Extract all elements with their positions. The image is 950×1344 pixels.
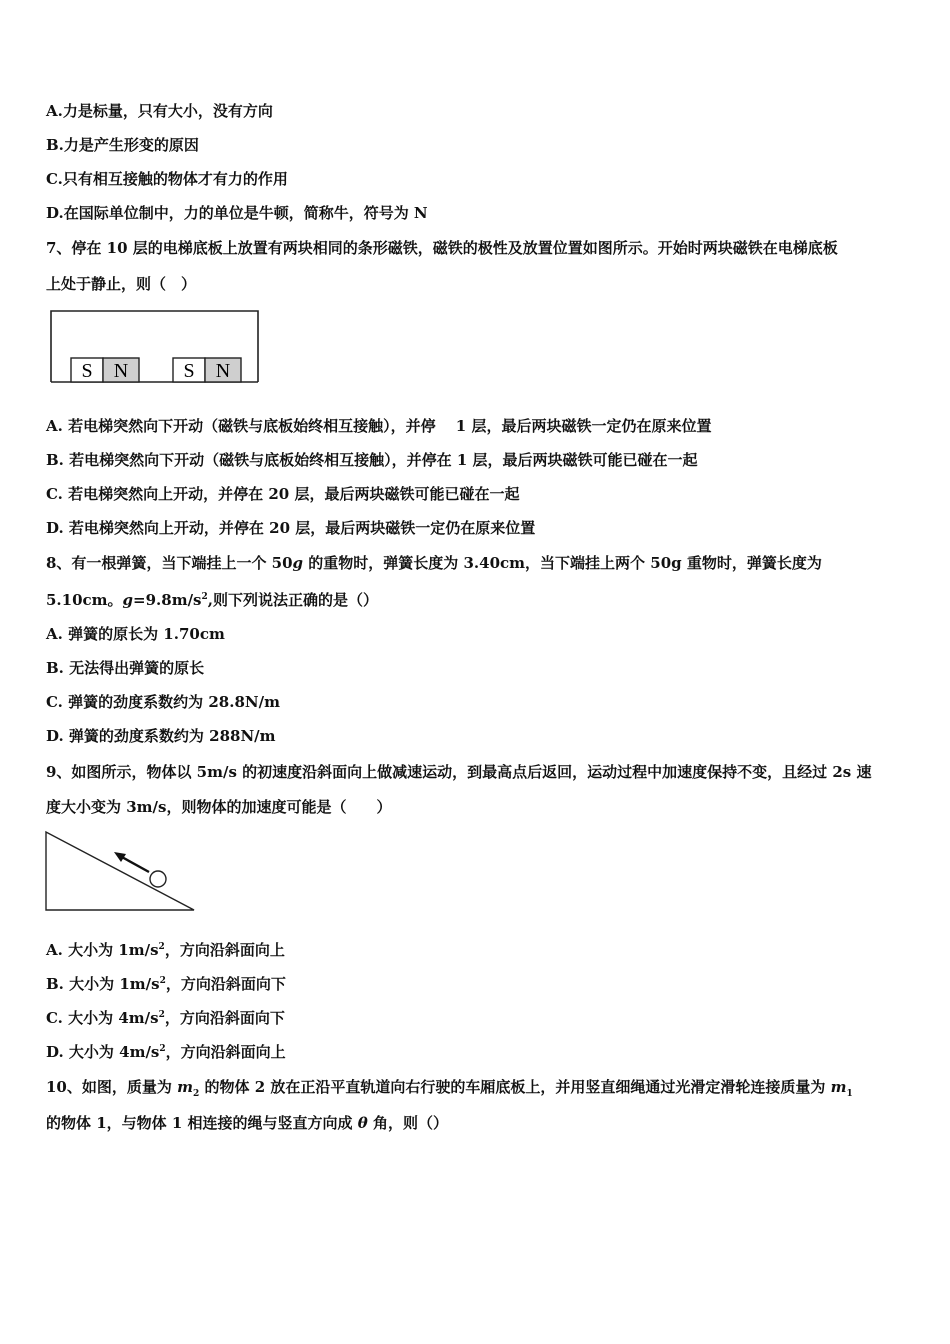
- q9-option-a: A. 大小为 $1m/s^2$，方向沿斜面向上: [46, 941, 285, 959]
- q10-stem-line2: 的物体 1，与物体 1 相连接的绳与竖直方向成 θ 角，则（）: [46, 1114, 449, 1132]
- q7-option-c: C. 若电梯突然向上开动，并停在 20 层，最后两块磁铁可能已碰在一起: [46, 485, 520, 503]
- q9-stem-line2: 度大小变为 3m/s，则物体的加速度可能是（ ）: [46, 798, 392, 816]
- q9-stem-line1: 9、如图所示，物体以 5m/s 的初速度沿斜面向上做减速运动，到最高点后返回，运动过程中加速度保持不变，且经过 2s 速: [46, 763, 872, 781]
- q9-option-b: B. 大小为 $1m/s^2$，方向沿斜面向下: [46, 975, 286, 993]
- velocity-arrow-line: [120, 856, 149, 872]
- incline-ball: [150, 871, 166, 887]
- q9-option-c: C. 大小为 $4m/s^2$，方向沿斜面向下: [46, 1009, 285, 1027]
- q6-option-a: A.力是标量，只有大小，没有方向: [46, 102, 273, 120]
- q8-option-a: A. 弹簧的原长为 1.70cm: [46, 625, 225, 643]
- q9-option-d: D. 大小为 $4m/s^2$，方向沿斜面向上: [46, 1043, 286, 1061]
- magnet-2-n-label: N: [215, 360, 231, 382]
- magnet-2-s-label: S: [183, 360, 195, 382]
- q6-option-b: B.力是产生形变的原因: [46, 136, 199, 154]
- q8-option-d: D. 弹簧的劲度系数约为 288N/m: [46, 727, 276, 745]
- q6-option-c: C.只有相互接触的物体才有力的作用: [46, 170, 288, 188]
- q8-stem-line2: 5.10cm。$g=9.8m/s^2$,则下列说法正确的是（）: [46, 591, 379, 609]
- magnet-1-n-label: N: [113, 360, 129, 382]
- q8-option-c: C. 弹簧的劲度系数约为 28.8N/m: [46, 693, 280, 711]
- incline-triangle: [46, 832, 194, 910]
- q8-option-b: B. 无法得出弹簧的原长: [46, 659, 205, 677]
- incline-figure: [44, 830, 198, 914]
- q10-stem-line1: 10、如图，质量为 $m_2$ 的物体 2 放在正沿平直轨道向右行驶的车厢底板上，并用竖直细绳通过光滑定滑轮连接质量为 $m_1$: [46, 1078, 853, 1099]
- elevator-magnets-figure: [48, 308, 262, 386]
- q8-stem-line1: 8、有一根弹簧，当下端挂上一个 50g 的重物时，弹簧长度为 3.40cm，当下端挂上两个 50g 重物时，弹簧长度为: [46, 554, 822, 572]
- q7-option-a: A. 若电梯突然向下开动（磁铁与底板始终相互接触），并停 1 层，最后两块磁铁一定仍在原来位置: [46, 417, 712, 435]
- q7-stem-line1: 7、停在 10 层的电梯底板上放置有两块相同的条形磁铁，磁铁的极性及放置位置如图所示。开始时两块磁铁在电梯底板: [46, 239, 838, 257]
- q7-option-d: D. 若电梯突然向上开动，并停在 20 层，最后两块磁铁一定仍在原来位置: [46, 519, 536, 537]
- magnet-1-s-label: S: [81, 360, 93, 382]
- q7-option-b: B. 若电梯突然向下开动（磁铁与底板始终相互接触），并停在 1 层，最后两块磁铁可能已碰在一起: [46, 451, 698, 469]
- q6-option-d: D.在国际单位制中，力的单位是牛顿，简称牛，符号为 N: [46, 204, 428, 222]
- q7-stem-line2: 上处于静止，则（ ）: [46, 275, 197, 293]
